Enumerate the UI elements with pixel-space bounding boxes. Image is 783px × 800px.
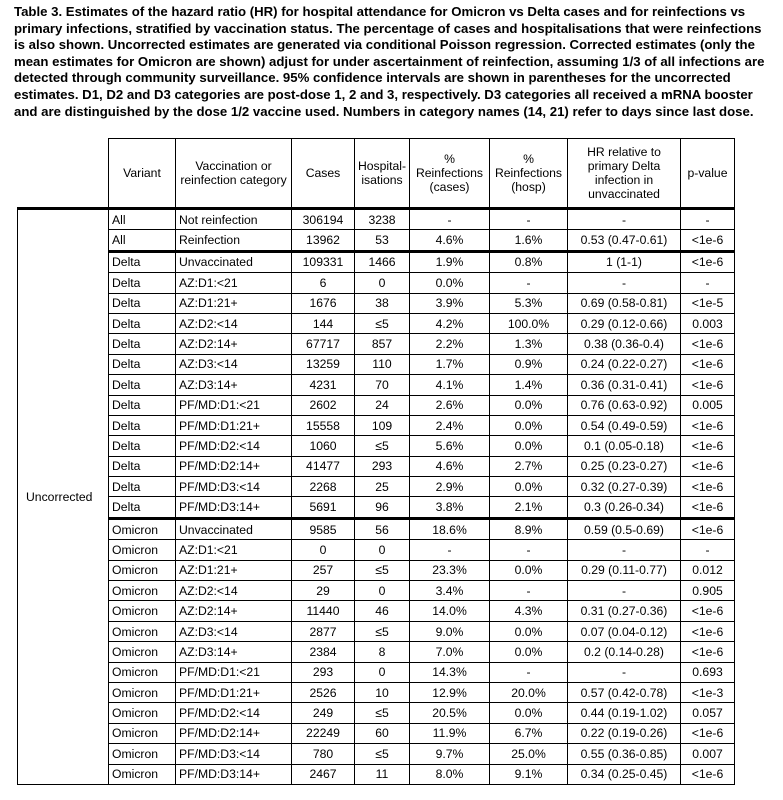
cell-reinfections-cases: 4.1% (410, 375, 490, 395)
cell-hr: 0.07 (0.04-0.12) (568, 621, 681, 641)
cell-hr: 0.31 (0.27-0.36) (568, 601, 681, 621)
cell-category: Reinfection (176, 230, 292, 251)
cell-hospitalisations: 96 (355, 497, 410, 518)
cell-variant: Delta (109, 456, 176, 476)
cell-category: PF/MD:D1:<21 (176, 662, 292, 682)
cell-variant: Omicron (109, 601, 176, 621)
cell-hr: 0.1 (0.05-0.18) (568, 436, 681, 456)
cell-category: PF/MD:D1:21+ (176, 415, 292, 435)
cell-category: PF/MD:D3:14+ (176, 497, 292, 518)
cell-reinfections-hosp: 100.0% (490, 313, 568, 333)
cell-hr: 0.57 (0.42-0.78) (568, 682, 681, 702)
cell-cases: 257 (292, 560, 355, 580)
table-row (18, 540, 735, 560)
table-row (18, 436, 735, 456)
cell-cases: 11440 (292, 601, 355, 621)
cell-reinfections-hosp: 1.4% (490, 375, 568, 395)
cell-hospitalisations: 0 (355, 662, 410, 682)
cell-cases: 41477 (292, 456, 355, 476)
cell-reinfections-hosp: 6.7% (490, 723, 568, 743)
table-row (18, 601, 735, 621)
cell-hr: 0.55 (0.36-0.85) (568, 744, 681, 764)
cell-reinfections-hosp: 9.1% (490, 764, 568, 784)
cell-p-value: <1e-6 (681, 334, 735, 354)
cell-reinfections-cases: 18.6% (410, 518, 490, 539)
cell-cases: 2467 (292, 764, 355, 784)
cell-hospitalisations: ≤5 (355, 560, 410, 580)
cell-reinfections-hosp: 2.1% (490, 497, 568, 518)
cell-reinfections-hosp: 20.0% (490, 682, 568, 702)
cell-reinfections-hosp: 0.0% (490, 560, 568, 580)
cell-cases: 2526 (292, 682, 355, 702)
cell-category: Unvaccinated (176, 518, 292, 539)
cell-hospitalisations: 24 (355, 395, 410, 415)
cell-category: AZ:D3:14+ (176, 375, 292, 395)
cell-hospitalisations: 60 (355, 723, 410, 743)
cell-category: Unvaccinated (176, 251, 292, 272)
cell-category: PF/MD:D2:<14 (176, 703, 292, 723)
header-category: Vaccination or reinfection category (176, 139, 292, 209)
cell-variant: Omicron (109, 560, 176, 580)
cell-cases: 15558 (292, 415, 355, 435)
cell-variant: Omicron (109, 744, 176, 764)
cell-p-value: <1e-5 (681, 293, 735, 313)
cell-reinfections-hosp: - (490, 540, 568, 560)
cell-hospitalisations: ≤5 (355, 703, 410, 723)
table-row (18, 642, 735, 662)
cell-hospitalisations: 53 (355, 230, 410, 251)
cell-variant: Omicron (109, 642, 176, 662)
header-reinfections-hosp: % Reinfections (hosp) (490, 139, 568, 209)
cell-reinfections-hosp: 8.9% (490, 518, 568, 539)
cell-cases: 249 (292, 703, 355, 723)
cell-hr: - (568, 209, 681, 230)
cell-reinfections-hosp: 0.0% (490, 436, 568, 456)
cell-hospitalisations: ≤5 (355, 436, 410, 456)
cell-reinfections-cases: 9.7% (410, 744, 490, 764)
cell-hospitalisations: 0 (355, 540, 410, 560)
cell-reinfections-hosp: 0.0% (490, 395, 568, 415)
cell-variant: Delta (109, 436, 176, 456)
cell-reinfections-cases: 3.8% (410, 497, 490, 518)
header-cases: Cases (292, 139, 355, 209)
cell-reinfections-cases: 3.9% (410, 293, 490, 313)
cell-hospitalisations: ≤5 (355, 313, 410, 333)
table-row (18, 662, 735, 682)
table-row (18, 581, 735, 601)
cell-cases: 13962 (292, 230, 355, 251)
cell-cases: 13259 (292, 354, 355, 374)
cell-category: AZ:D1:21+ (176, 293, 292, 313)
cell-p-value: <1e-6 (681, 415, 735, 435)
table-row (18, 764, 735, 784)
cell-cases: 1676 (292, 293, 355, 313)
cell-p-value: <1e-6 (681, 764, 735, 784)
cell-hospitalisations: 11 (355, 764, 410, 784)
table-row (18, 518, 735, 539)
cell-hospitalisations: 38 (355, 293, 410, 313)
cell-reinfections-cases: 4.6% (410, 456, 490, 476)
cell-p-value: <1e-3 (681, 682, 735, 702)
cell-cases: 5691 (292, 497, 355, 518)
cell-reinfections-hosp: 0.0% (490, 415, 568, 435)
cell-variant: All (109, 230, 176, 251)
cell-reinfections-hosp: - (490, 209, 568, 230)
cell-hr: 0.54 (0.49-0.59) (568, 415, 681, 435)
cell-p-value: <1e-6 (681, 621, 735, 641)
cell-hospitalisations: 1466 (355, 251, 410, 272)
cell-reinfections-cases: 1.7% (410, 354, 490, 374)
cell-cases: 780 (292, 744, 355, 764)
cell-hr: 0.2 (0.14-0.28) (568, 642, 681, 662)
cell-reinfections-hosp: 2.7% (490, 456, 568, 476)
cell-cases: 306194 (292, 209, 355, 230)
cell-reinfections-cases: 7.0% (410, 642, 490, 662)
cell-variant: Omicron (109, 703, 176, 723)
cell-hr: 0.44 (0.19-1.02) (568, 703, 681, 723)
cell-reinfections-cases: 3.4% (410, 581, 490, 601)
cell-reinfections-cases: 2.4% (410, 415, 490, 435)
cell-category: PF/MD:D1:21+ (176, 682, 292, 702)
table-row (18, 293, 735, 313)
cell-hospitalisations: 70 (355, 375, 410, 395)
cell-p-value: <1e-6 (681, 601, 735, 621)
table-row (18, 354, 735, 374)
cell-reinfections-hosp: 1.3% (490, 334, 568, 354)
header-reinfections-cases: % Reinfections (cases) (410, 139, 490, 209)
cell-reinfections-cases: - (410, 540, 490, 560)
cell-p-value: - (681, 540, 735, 560)
cell-hr: - (568, 581, 681, 601)
cell-category: PF/MD:D2:14+ (176, 456, 292, 476)
cell-p-value: <1e-6 (681, 230, 735, 251)
cell-cases: 144 (292, 313, 355, 333)
cell-reinfections-cases: 2.9% (410, 477, 490, 497)
cell-variant: Omicron (109, 662, 176, 682)
table-caption: Table 3. Estimates of the hazard ratio (HR) for hospital attendance for Omicron vs Delta cases and for reinfections vs primary infections, stratified by vaccination status. The percentage of cases and hospitalisations that were reinfections is also shown. Uncorrected estimates are generated via conditional Poisson regression. Corrected estimates (only the mean estimates for Omicron are shown) adjust for under ascertainment of reinfection, assuming 1/3 of all infections are detected through community surveillance. 95% confidence intervals are shown in parentheses for the uncorrected estimates. D1, D2 and D3 categories are post-dose 1, 2 and 3, respectively. D3 categories all received a mRNA booster and are distinguished by the dose 1/2 vaccine used. Numbers in category names (14, 21) refer to days since last dose. (14, 4, 765, 119)
cell-p-value: - (681, 273, 735, 293)
table-row (18, 230, 735, 251)
cell-cases: 293 (292, 662, 355, 682)
cell-cases: 2877 (292, 621, 355, 641)
cell-reinfections-cases: 11.9% (410, 723, 490, 743)
table-row (18, 682, 735, 702)
cell-hr: 0.36 (0.31-0.41) (568, 375, 681, 395)
cell-p-value: 0.003 (681, 313, 735, 333)
table-row (18, 560, 735, 580)
cell-hospitalisations: 25 (355, 477, 410, 497)
cell-hr: 0.22 (0.19-0.26) (568, 723, 681, 743)
cell-reinfections-cases: 23.3% (410, 560, 490, 580)
cell-p-value: 0.007 (681, 744, 735, 764)
cell-variant: Omicron (109, 581, 176, 601)
cell-reinfections-cases: 12.9% (410, 682, 490, 702)
cell-reinfections-hosp: 1.6% (490, 230, 568, 251)
cell-cases: 4231 (292, 375, 355, 395)
cell-variant: Omicron (109, 682, 176, 702)
cell-reinfections-cases: 5.6% (410, 436, 490, 456)
cell-category: AZ:D3:<14 (176, 621, 292, 641)
table-row (18, 273, 735, 293)
cell-cases: 6 (292, 273, 355, 293)
table-row (18, 621, 735, 641)
cell-category: PF/MD:D2:14+ (176, 723, 292, 743)
cell-reinfections-hosp: 25.0% (490, 744, 568, 764)
cell-variant: Omicron (109, 518, 176, 539)
cell-category: AZ:D1:<21 (176, 273, 292, 293)
cell-cases: 67717 (292, 334, 355, 354)
cell-hospitalisations: 0 (355, 273, 410, 293)
cell-p-value: 0.057 (681, 703, 735, 723)
cell-cases: 2268 (292, 477, 355, 497)
table-row (18, 456, 735, 476)
table-row (18, 313, 735, 333)
cell-category: PF/MD:D3:<14 (176, 477, 292, 497)
cell-category: AZ:D3:14+ (176, 642, 292, 662)
cell-hospitalisations: 8 (355, 642, 410, 662)
cell-category: AZ:D1:<21 (176, 540, 292, 560)
cell-hr: 0.29 (0.12-0.66) (568, 313, 681, 333)
cell-p-value: <1e-6 (681, 354, 735, 374)
header-hospitalisations: Hospital-isations (355, 139, 410, 209)
cell-hospitalisations: 10 (355, 682, 410, 702)
cell-hr: 0.53 (0.47-0.61) (568, 230, 681, 251)
cell-cases: 9585 (292, 518, 355, 539)
cell-p-value: <1e-6 (681, 477, 735, 497)
cell-p-value: <1e-6 (681, 642, 735, 662)
cell-p-value: 0.012 (681, 560, 735, 580)
cell-variant: All (109, 209, 176, 230)
cell-hr: 1 (1-1) (568, 251, 681, 272)
cell-reinfections-cases: 14.3% (410, 662, 490, 682)
cell-hr: - (568, 540, 681, 560)
cell-cases: 22249 (292, 723, 355, 743)
cell-reinfections-hosp: 0.9% (490, 354, 568, 374)
cell-hospitalisations: ≤5 (355, 621, 410, 641)
cell-p-value: <1e-6 (681, 251, 735, 272)
table-row (18, 723, 735, 743)
cell-reinfections-hosp: 0.0% (490, 621, 568, 641)
cell-variant: Delta (109, 273, 176, 293)
cell-variant: Delta (109, 395, 176, 415)
cell-category: AZ:D2:14+ (176, 334, 292, 354)
cell-hr: 0.69 (0.58-0.81) (568, 293, 681, 313)
cell-reinfections-hosp: 0.8% (490, 251, 568, 272)
table-row (18, 251, 735, 272)
header-hr: HR relative to primary Delta infection in unvaccinated (568, 139, 681, 209)
cell-category: PF/MD:D3:14+ (176, 764, 292, 784)
header-variant: Variant (109, 139, 176, 209)
cell-variant: Omicron (109, 764, 176, 784)
table-row (18, 395, 735, 415)
cell-category: PF/MD:D3:<14 (176, 744, 292, 764)
cell-variant: Delta (109, 293, 176, 313)
cell-p-value: <1e-6 (681, 518, 735, 539)
cell-category: PF/MD:D2:<14 (176, 436, 292, 456)
cell-hr: 0.24 (0.22-0.27) (568, 354, 681, 374)
table-container (17, 138, 735, 785)
cell-reinfections-cases: 8.0% (410, 764, 490, 784)
cell-hospitalisations: 109 (355, 415, 410, 435)
cell-variant: Delta (109, 313, 176, 333)
cell-reinfections-cases: 4.2% (410, 313, 490, 333)
cell-p-value: - (681, 209, 735, 230)
cell-hospitalisations: 46 (355, 601, 410, 621)
cell-reinfections-hosp: - (490, 581, 568, 601)
cell-hospitalisations: 0 (355, 581, 410, 601)
cell-hr: 0.25 (0.23-0.27) (568, 456, 681, 476)
cell-variant: Omicron (109, 540, 176, 560)
cell-p-value: 0.905 (681, 581, 735, 601)
cell-reinfections-hosp: 5.3% (490, 293, 568, 313)
cell-category: AZ:D2:14+ (176, 601, 292, 621)
cell-variant: Delta (109, 415, 176, 435)
cell-variant: Delta (109, 477, 176, 497)
cell-hr: 0.38 (0.36-0.4) (568, 334, 681, 354)
cell-hr: 0.34 (0.25-0.45) (568, 764, 681, 784)
group-label: Uncorrected (18, 209, 109, 785)
cell-reinfections-cases: 20.5% (410, 703, 490, 723)
cell-p-value: 0.005 (681, 395, 735, 415)
cell-p-value: <1e-6 (681, 497, 735, 518)
table-row (18, 334, 735, 354)
cell-cases: 109331 (292, 251, 355, 272)
cell-reinfections-cases: 14.0% (410, 601, 490, 621)
cell-reinfections-cases: 1.9% (410, 251, 490, 272)
cell-reinfections-cases: 4.6% (410, 230, 490, 251)
cell-variant: Delta (109, 251, 176, 272)
table-row (18, 415, 735, 435)
cell-hr: 0.59 (0.5-0.69) (568, 518, 681, 539)
cell-variant: Omicron (109, 621, 176, 641)
cell-reinfections-hosp: 0.0% (490, 477, 568, 497)
cell-category: AZ:D3:<14 (176, 354, 292, 374)
cell-reinfections-cases: 2.2% (410, 334, 490, 354)
cell-hospitalisations: 293 (355, 456, 410, 476)
cell-hr: 0.76 (0.63-0.92) (568, 395, 681, 415)
cell-reinfections-cases: 0.0% (410, 273, 490, 293)
table-row (18, 477, 735, 497)
cell-reinfections-hosp: 0.0% (490, 642, 568, 662)
cell-p-value: <1e-6 (681, 375, 735, 395)
cell-category: AZ:D2:<14 (176, 581, 292, 601)
cell-reinfections-cases: - (410, 209, 490, 230)
cell-hospitalisations: 56 (355, 518, 410, 539)
cell-p-value: 0.693 (681, 662, 735, 682)
cell-variant: Delta (109, 354, 176, 374)
cell-variant: Delta (109, 375, 176, 395)
cell-cases: 0 (292, 540, 355, 560)
cell-p-value: <1e-6 (681, 723, 735, 743)
cell-hr: - (568, 662, 681, 682)
header-blank (18, 139, 109, 209)
cell-reinfections-hosp: - (490, 273, 568, 293)
cell-hospitalisations: 857 (355, 334, 410, 354)
table-row (18, 703, 735, 723)
cell-hr: 0.29 (0.11-0.77) (568, 560, 681, 580)
cell-variant: Omicron (109, 723, 176, 743)
cell-category: PF/MD:D1:<21 (176, 395, 292, 415)
cell-category: AZ:D2:<14 (176, 313, 292, 333)
cell-hr: - (568, 273, 681, 293)
table-row (18, 497, 735, 518)
cell-variant: Delta (109, 334, 176, 354)
cell-cases: 2384 (292, 642, 355, 662)
cell-reinfections-cases: 2.6% (410, 395, 490, 415)
header-row (18, 139, 735, 209)
cell-hospitalisations: ≤5 (355, 744, 410, 764)
cell-cases: 29 (292, 581, 355, 601)
header-p-value: p-value (681, 139, 735, 209)
cell-variant: Delta (109, 497, 176, 518)
cell-reinfections-cases: 9.0% (410, 621, 490, 641)
cell-cases: 2602 (292, 395, 355, 415)
cell-reinfections-hosp: 4.3% (490, 601, 568, 621)
cell-reinfections-hosp: - (490, 662, 568, 682)
cell-hr: 0.3 (0.26-0.34) (568, 497, 681, 518)
cell-p-value: <1e-6 (681, 456, 735, 476)
table-body (18, 209, 735, 785)
cell-reinfections-hosp: 0.0% (490, 703, 568, 723)
cell-hospitalisations: 110 (355, 354, 410, 374)
cell-category: AZ:D1:21+ (176, 560, 292, 580)
hazard-ratio-table (17, 138, 735, 785)
table-row (18, 744, 735, 764)
cell-category: Not reinfection (176, 209, 292, 230)
table-row (18, 209, 735, 230)
cell-p-value: <1e-6 (681, 436, 735, 456)
cell-hospitalisations: 3238 (355, 209, 410, 230)
table-row (18, 375, 735, 395)
cell-cases: 1060 (292, 436, 355, 456)
cell-hr: 0.32 (0.27-0.39) (568, 477, 681, 497)
